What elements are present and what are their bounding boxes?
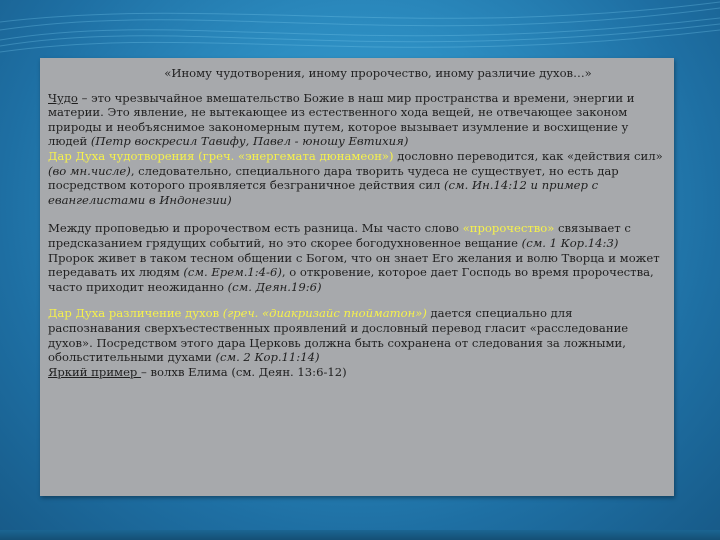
term-miracle: Чудо [48, 90, 78, 105]
prophet-ref-1: (см. Ерем.1:4-6) [183, 265, 282, 280]
example-text: – волхв Елима (см. Деян. 13:6-12) [141, 364, 347, 379]
bottom-bar [0, 530, 720, 540]
slide-text [48, 66, 668, 379]
example-label: Яркий пример [48, 364, 142, 379]
miracle-definition: – это чрезвычайное вмешательство Божие в наш мир пространства и времени, энергии и материи. Это явление, не вытекающее из естественного хода вещей, не отвечающее законом природы и необъяснимое закономерным путем, которое вызывает изумление и восхищение у людей [48, 90, 635, 149]
discernment-greek: (греч. «диакризайс пнойматон») [222, 306, 427, 321]
discernment-title: Дар Духа различение духов [48, 306, 223, 321]
discernment-ref: (см. 2 Кор.11:14) [215, 350, 320, 365]
miracle-examples: (Петр воскресил Тавифу, Павел - юношу Евтихия) [90, 134, 409, 149]
prophecy-text-1: Между проповедью и пророчеством есть разница. Мы часто слово [48, 221, 463, 236]
prophet-text-1: Пророк живет в таком тесном общении с Богом, что он знает Его желания и волю Творца и может передавать их людям [48, 250, 660, 280]
gift-miracles-title: Дар Духа чудотворения (греч. «энергемата дюнамеон») [48, 148, 394, 163]
paragraph-gift-miracles [48, 149, 668, 207]
paragraph-prophet [48, 251, 668, 295]
gift-miracles-text-2: , следовательно, специального дара творить чудеса не существует, но есть дар посредством которого проявляется безграничное действия сил [48, 163, 619, 193]
paragraph-prophecy [48, 221, 668, 250]
paragraph-miracle [48, 91, 668, 149]
discernment-text: дается специально для распознавания сверхъестественных проявлений и дословный перевод гласит «расследование духов». Посредством этого дара Церковь должна быть сохранена от следования за ложными, обольстительными духами [48, 306, 629, 365]
paragraph-example [48, 365, 668, 380]
slide-quote: «Иному чудотворения, иному пророчество, иному различие духов…» [164, 66, 592, 80]
prophet-ref-2: (см. Деян.19:6) [227, 279, 322, 294]
gift-miracles-text-1: дословно переводится, как «действия сил» [393, 148, 663, 163]
gift-miracles-note-2: (см. Ин.14:12 и пример с евангелистами в Индонезии) [48, 178, 599, 207]
paragraph-discernment [48, 306, 668, 364]
gift-miracles-note-1: (во мн.числе) [48, 163, 131, 178]
prophet-text-2: , о откровение, которое дает Господь во время пророчества, часто приходит неожиданно [48, 265, 654, 294]
prophecy-word: «пророчество» [462, 221, 555, 236]
prophecy-ref: (см. 1 Кор.14:3) [521, 235, 619, 250]
prophecy-text-2: связывает с предсказанием грядущих событий, но это скорее богодухновенное вещание [48, 221, 631, 250]
